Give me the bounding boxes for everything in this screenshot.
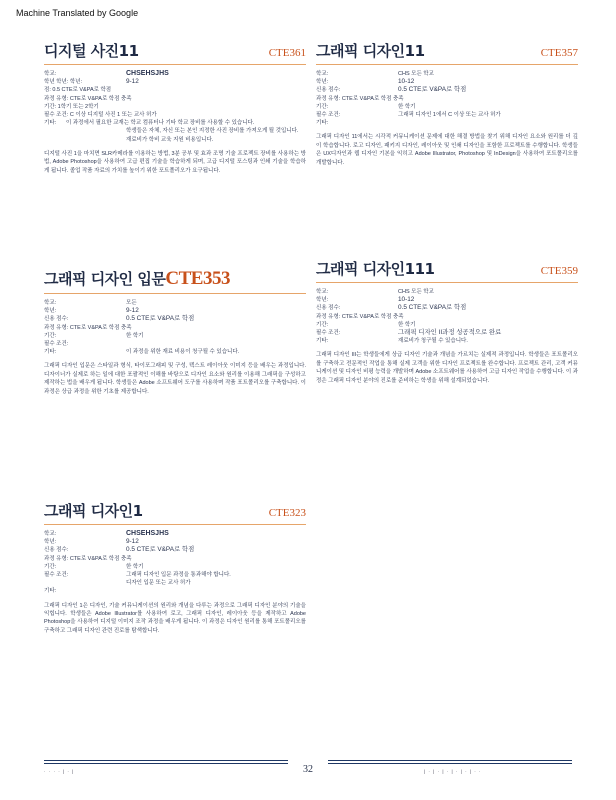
- course-code: CTE323: [268, 507, 306, 519]
- info-value: 이 과정을 위한 재료 비용이 청구될 수 있습니다.: [126, 349, 240, 356]
- course-header: [44, 40, 306, 65]
- info-value: 디자인 입문 또는 교사 허가: [126, 580, 191, 587]
- info-key: 과정 유형: CTE로 V&PA로 학점 충족: [44, 324, 132, 331]
- info-row: [316, 103, 578, 111]
- info-row: [44, 563, 306, 571]
- info-row: [44, 555, 306, 563]
- course-header: [44, 500, 306, 525]
- info-row: [44, 95, 306, 103]
- info-row: [44, 315, 306, 323]
- course-title: 디지털 사진11: [44, 42, 139, 60]
- course-title: 그래픽 디자인11: [316, 42, 425, 60]
- info-row: [44, 324, 306, 332]
- info-key: 과정 유형: CTE로 V&PA로 학점 충족: [316, 95, 404, 102]
- info-value: 0.5 CTE로 V&PA로 학점: [398, 304, 467, 312]
- course-title: 그래픽 디자인111: [316, 260, 435, 278]
- info-key: 기타:: [44, 588, 57, 595]
- course-info: [44, 299, 306, 356]
- course-title: [44, 268, 230, 290]
- info-key: 과정 유형: CTE로 V&PA로 학점 충족: [44, 555, 132, 562]
- course-description: 그래픽 디자인 입문은 스타일과 형식, 타이포그래피 및 구성, 텍스트 레이아웃 이미지 등을 배우는 과정입니다. 디자이너가 실제로 하는 일에 대한 포괄적인 이해를 바탕으로 디자인 요소와 원리를 이용해 그래픽을 구성하고 제작하는 법을 배우게 됩니다. 학생들은 Adobe 소프트웨어 도구를 사용하며 작품 포트폴리오를 구축합니다. 이 과정은 상급 과정을 위한 기초를 제공합니다.: [44, 363, 306, 395]
- info-key: 과정 유형: CTE로 V&PA로 학점 충족: [316, 313, 404, 320]
- info-row: [316, 321, 578, 329]
- info-key: 기간:: [316, 321, 329, 328]
- info-row: [44, 340, 306, 348]
- course-header: [316, 258, 578, 283]
- course-header: [316, 40, 578, 65]
- info-key: 학년 학년: 학년:: [44, 79, 82, 86]
- info-key: 기타:: [316, 120, 329, 127]
- course-description: 디지털 사진 1을 마치면 SLR카메라를 이용하는 방법, 3분 공부 및 효과 조명 기술 프로젝트 장비를 사용하는 방법, Adobe Photoshop을 사용하여 고급 편집 기술을 학습하게 되며, 고급 디지털 포스팅과 인쇄 기술을 학습하게 됩니다. 졸업 작품 자료의 가치를 높이기 위한 포트폴리오가 요구됩니다.: [44, 150, 306, 174]
- info-value: 10-12: [398, 296, 415, 304]
- info-value: 재료비가 학비 교육 지원 비용입니다.: [126, 136, 214, 143]
- info-key: 학교:: [44, 300, 57, 306]
- course-code: CTE361: [268, 47, 306, 59]
- info-key: 과정 유형: CTE로 V&PA로 학점 충족: [44, 95, 132, 102]
- info-row: [44, 348, 306, 356]
- info-row: [44, 579, 306, 587]
- info-value: [126, 587, 306, 595]
- footer-left-text: · · · · | · |: [44, 769, 75, 774]
- info-value: 한 학기: [398, 321, 416, 328]
- course-card-digital-photo-ii: [44, 40, 306, 181]
- info-row: [44, 299, 306, 307]
- info-row: [316, 337, 578, 345]
- info-key: 신용 점수:: [316, 305, 341, 312]
- info-row: [44, 70, 306, 78]
- info-key: 기타:: [316, 338, 329, 345]
- info-value: CHSEHSJHS: [126, 70, 169, 77]
- info-value: 0.5 CTE로 V&PA로 학점: [398, 86, 467, 94]
- info-row: [44, 78, 306, 86]
- info-value: 10-12: [398, 78, 415, 86]
- info-key: [44, 579, 126, 587]
- info-value: 재료비가 청구될 수 있습니다.: [398, 338, 468, 345]
- info-key: 필수 조건:: [44, 341, 69, 348]
- info-value: 그래픽 디자인 1에서 C 이상 또는 교사 허가: [398, 112, 501, 119]
- info-row: [44, 136, 306, 144]
- info-row: [44, 546, 306, 554]
- info-key: 필수 조건:: [316, 330, 341, 337]
- info-row: [44, 103, 306, 111]
- course-card-graphic-design-ii: [316, 40, 578, 173]
- info-row: [316, 288, 578, 296]
- info-row: [44, 332, 306, 340]
- info-row: [44, 111, 306, 119]
- info-key: 학교:: [44, 71, 57, 77]
- info-row: [44, 119, 306, 127]
- info-value: 학생들은 자체, 자신 또는 본인 지정한 사진 장비를 가져오게 될 것입니다.: [126, 128, 299, 135]
- info-value: 한 학기: [398, 103, 416, 110]
- info-value: CHS 모든 학교: [398, 289, 434, 295]
- course-title: 그래픽 디자인1: [44, 502, 143, 520]
- footer-rule-left: [44, 760, 288, 761]
- info-value: 9-12: [126, 538, 139, 546]
- info-key: 학교:: [44, 531, 57, 537]
- info-key: 필수 조건: C 이상 디지털 사진 1 또는 교사 허가: [44, 112, 157, 119]
- info-value: 한 학기: [126, 332, 144, 339]
- info-key: 점: 0.5 CTE로 V&PA로 학점: [44, 87, 112, 94]
- info-row: [316, 86, 578, 94]
- info-row: [44, 530, 306, 538]
- course-description: 그래픽 디자인 1은 디자인, 기술 커뮤니케이션의 원리와 개념을 다루는 과정으로 그래픽 디자인 분야의 기술을 익힙니다. 학생들은 Adobe Illustrator를 사용하여 로고, 그래픽 디자인, 레이아웃 등을 제작하고 Adobe Photoshop을 사용하여 디지털 이미지 조작 과정을 배우게 됩니다. 이 과정은 디자인 원리를 통해 포트폴리오를 구축하고 그래픽 디자인 관련 진로를 탐색합니다.: [44, 602, 306, 634]
- course-card-graphic-design-i: [44, 500, 306, 641]
- course-info: [316, 70, 578, 127]
- info-value: CHS 모든 학교: [398, 71, 434, 77]
- info-key: 기간:: [316, 103, 329, 110]
- info-value: 모든: [126, 300, 137, 306]
- info-value: 한 학기: [126, 563, 144, 570]
- info-value: CHSEHSJHS: [126, 530, 169, 537]
- info-key: 기타:: [44, 120, 57, 127]
- course-card-graphic-design-iii: [316, 258, 578, 391]
- info-value: 9-12: [126, 78, 139, 86]
- footer-rule-right: [328, 760, 572, 761]
- info-value: 0.5 CTE로 V&PA로 학점: [126, 546, 195, 554]
- info-key: 기타:: [44, 349, 57, 356]
- info-value: 0.5 CTE로 V&PA로 학점: [126, 315, 195, 323]
- info-row: [44, 587, 306, 595]
- course-card-intro-graphic-design: [44, 268, 306, 402]
- footer-rule-right-thin: [328, 763, 572, 764]
- course-info: [44, 70, 306, 144]
- course-title-text: 그래픽 디자인 입문: [44, 270, 166, 288]
- info-row: [316, 95, 578, 103]
- course-info: [44, 530, 306, 596]
- info-key: [44, 127, 126, 135]
- info-key: 필수 조건:: [44, 572, 69, 579]
- info-row: [316, 119, 578, 127]
- info-row: [316, 313, 578, 321]
- info-key: 기간:: [44, 563, 57, 570]
- info-row: [44, 127, 306, 135]
- info-key: 학교:: [316, 289, 329, 295]
- info-key: 학년:: [44, 539, 57, 546]
- course-code: CTE359: [540, 265, 578, 277]
- info-key: 학년:: [44, 308, 57, 315]
- info-key: 필수 조건:: [316, 112, 341, 119]
- info-value: 이 과정에서 필요한 교재는 학교 컴퓨터나 기타 학교 장비를 사용할 수 있습니다.: [66, 120, 255, 127]
- info-row: [316, 304, 578, 312]
- info-key: 학년:: [316, 79, 329, 86]
- info-value: [398, 119, 578, 127]
- info-value: [126, 340, 306, 348]
- info-key: 신용 점수:: [44, 547, 69, 554]
- course-info: [316, 288, 578, 345]
- info-key: 학년:: [316, 297, 329, 304]
- info-row: [316, 70, 578, 78]
- info-key: 기간: 1학기 또는 2학기: [44, 103, 99, 110]
- course-code: CTE353: [165, 268, 230, 289]
- info-value: 그래픽 디자인 입문 과정을 통과해야 합니다.: [126, 572, 231, 579]
- info-row: [316, 111, 578, 119]
- footer-right-text: | · | · | · | · | · | · ·: [424, 769, 482, 774]
- info-key: 신용 점수:: [316, 87, 341, 94]
- info-value: 그래픽 디자인 II과정 성공적으로 완료: [398, 329, 502, 337]
- course-description: 그래픽 디자인 III는 학생들에게 상급 디자인 기술과 개념을 가르치는 실제적 과정입니다. 학생들은 포트폴리오를 구축하고 전문적인 작업을 통해 실제 고객을 위한 디자인 프로젝트를 완수합니다. 프로젝트 관리, 고객 커뮤니케이션 및 디자인 비평 능력을 개발하며 Adobe 소프트웨어를 사용하여 고급 디자인 작업을 수행합니다. 이 과정은 그래픽 디자인 분야의 진로를 준비하는 학생을 위해 설계되었습니다.: [316, 352, 578, 384]
- footer-rule-left-thin: [44, 763, 288, 764]
- page-number: 32: [303, 764, 313, 775]
- course-description: 그래픽 디자인 11에서는 시각적 커뮤니케이션 문제에 대한 해결 방법을 찾기 위해 디자인 요소와 원리를 더 깊이 학습합니다. 로고 디자인, 패키지 디자인, 레이아웃 및 인쇄 디자인을 포함한 프로젝트를 수행합니다. 학생들은 UX디자인과 웹 디자인 기본을 익히고 Adobe Illustrator, Photoshop 및 InDesign을 사용하여 포트폴리오를 개발합니다.: [316, 134, 578, 166]
- info-key: [44, 136, 126, 144]
- info-row: [316, 329, 578, 337]
- info-row: [44, 86, 306, 94]
- info-key: 신용 점수:: [44, 316, 69, 323]
- info-key: 학교:: [316, 71, 329, 77]
- info-value: 9-12: [126, 307, 139, 315]
- info-key: 기간:: [44, 332, 57, 339]
- info-row: [44, 571, 306, 579]
- machine-translated-banner: Machine Translated by Google: [16, 8, 139, 18]
- course-header: [44, 268, 306, 294]
- course-code: CTE357: [540, 47, 578, 59]
